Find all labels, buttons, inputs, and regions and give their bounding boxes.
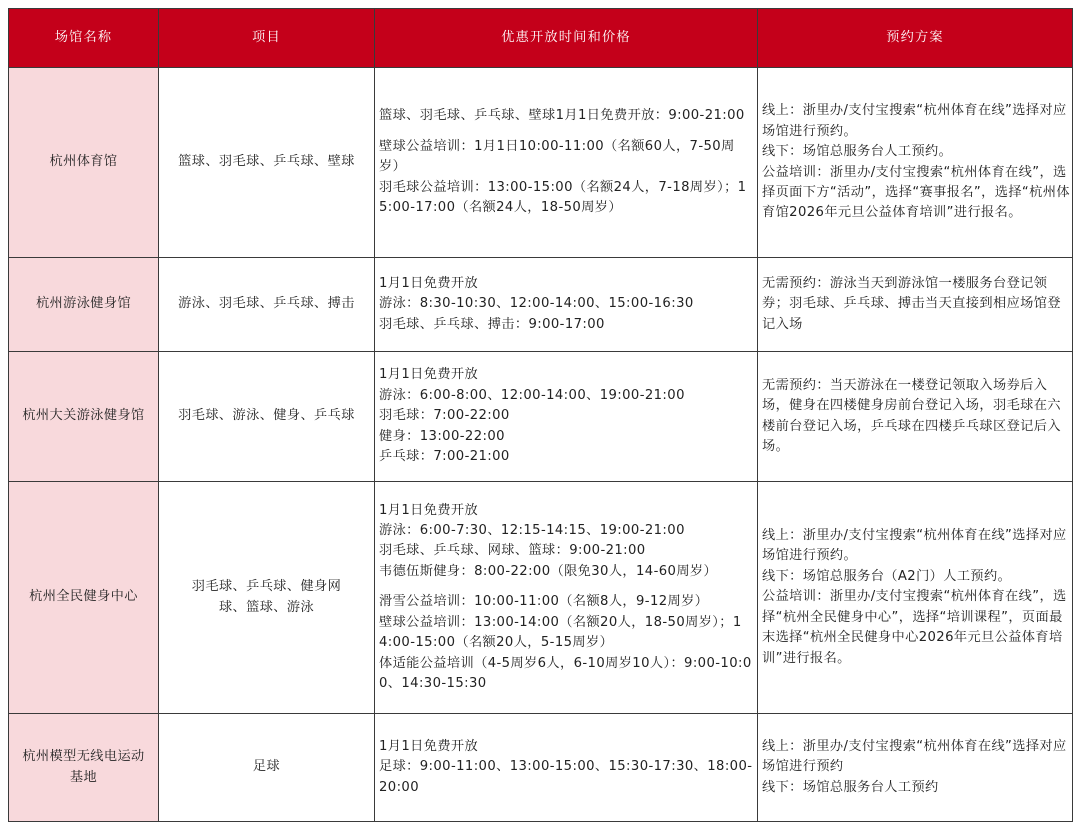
venue-items: 篮球、羽毛球、乒乓球、壁球 <box>159 68 375 258</box>
time-line: 壁球公益培训：1月1日10:00-11:00（名额60人，7-50周岁） <box>379 138 735 175</box>
time-line: 游泳：6:00-7:30、12:15-14:15、19:00-21:00 <box>379 523 685 539</box>
table-row <box>9 258 1073 352</box>
header-items: 项目 <box>159 9 375 68</box>
time-line: 韦德伍斯健身：8:00-22:00（限免30人，14-60周岁） <box>379 563 718 579</box>
header-booking: 预约方案 <box>758 9 1073 68</box>
time-line: 滑雪公益培训：10:00-11:00（名额8人，9-12周岁） <box>379 594 709 610</box>
plan-line: 线下：场馆总服务台（A2门）人工预约。 <box>762 568 1012 584</box>
venue-items: 羽毛球、乒乓球、健身网球、篮球、游泳 <box>159 482 375 714</box>
time-line: 篮球、羽毛球、乒乓球、壁球1月1日免费开放：9:00-21:00 <box>379 108 745 124</box>
time-line: 羽毛球公益培训：13:00-15:00（名额24人，7-18周岁）；15:00-17:00（名额24人，18-50周岁） <box>379 179 747 216</box>
plan-line: 线下：场馆总服务台人工预约 <box>762 779 939 795</box>
plan-line: 无需预约：游泳当天到游泳馆一楼服务台登记领券；羽毛球、乒乓球、搏击当天直接到相应场馆登记入场 <box>762 275 1061 332</box>
time-line: 羽毛球、乒乓球、网球、篮球：9:00-21:00 <box>379 543 646 559</box>
plan-line: 线上：浙里办/支付宝搜索“杭州体育在线”选择对应场馆进行预约。 <box>762 103 1067 139</box>
venue-booking <box>758 68 1073 258</box>
time-line: 1月1日免费开放 <box>379 738 479 754</box>
venue-name: 杭州大关游泳健身馆 <box>9 352 159 482</box>
table-row <box>9 68 1073 258</box>
time-line: 羽毛球、乒乓球、搏击：9:00-17:00 <box>379 316 605 332</box>
plan-line: 线上：浙里办/支付宝搜索“杭州体育在线”选择对应场馆进行预约 <box>762 738 1067 775</box>
venue-name: 杭州体育馆 <box>9 68 159 258</box>
table-row <box>9 714 1073 822</box>
time-line: 健身：13:00-22:00 <box>379 428 505 444</box>
venue-table-container <box>8 8 1072 822</box>
plan-line: 无需预约：当天游泳在一楼登记领取入场券后入场，健身在四楼健身房前台登记入场，羽毛球在六楼前台登记入场，乒乓球在四楼乒乓球区登记后入场。 <box>762 377 1061 454</box>
time-line: 1月1日免费开放 <box>379 275 479 291</box>
plan-line: 线下：场馆总服务台人工预约。 <box>762 144 953 160</box>
venue-schedule-table <box>8 8 1073 822</box>
time-line: 羽毛球：7:00-22:00 <box>379 408 510 424</box>
venue-name: 杭州游泳健身馆 <box>9 258 159 352</box>
time-line: 体适能公益培训（4-5周岁6人，6-10周岁10人）：9:00-10:00、14:30-15:30 <box>379 655 752 691</box>
venue-items: 足球 <box>159 714 375 822</box>
venue-items: 游泳、羽毛球、乒乓球、搏击 <box>159 258 375 352</box>
time-line: 游泳：8:30-10:30、12:00-14:00、15:00-16:30 <box>379 296 694 312</box>
venue-name: 杭州模型无线电运动基地 <box>9 714 159 822</box>
plan-line: 线上：浙里办/支付宝搜索“杭州体育在线”选择对应场馆进行预约。 <box>762 528 1067 564</box>
venue-time <box>375 258 758 352</box>
venue-booking <box>758 482 1073 714</box>
venue-name: 杭州全民健身中心 <box>9 482 159 714</box>
venue-time <box>375 68 758 258</box>
time-line: 1月1日免费开放 <box>379 502 479 518</box>
time-line: 足球：9:00-11:00、13:00-15:00、15:30-17:30、18:00-20:00 <box>379 759 753 795</box>
venue-time <box>375 352 758 482</box>
time-line: 壁球公益培训：13:00-14:00（名额20人，18-50周岁）；14:00-15:00（名额20人，5-15周岁） <box>379 614 742 651</box>
time-line: 1月1日免费开放 <box>379 367 479 383</box>
table-header-row <box>9 9 1073 68</box>
venue-booking <box>758 352 1073 482</box>
time-line: 游泳：6:00-8:00、12:00-14:00、19:00-21:00 <box>379 387 685 403</box>
header-venue: 场馆名称 <box>9 9 159 68</box>
venue-booking <box>758 258 1073 352</box>
time-line: 乒乓球：7:00-21:00 <box>379 449 510 465</box>
venue-booking <box>758 714 1073 822</box>
venue-time <box>375 714 758 822</box>
venue-items: 羽毛球、游泳、健身、乒乓球 <box>159 352 375 482</box>
venue-time <box>375 482 758 714</box>
plan-line: 公益培训：浙里办/支付宝搜索“杭州体育在线”，选择“杭州全民健身中心”，选择“培训课程”，页面最末选择“杭州全民健身中心2026年元旦公益体育培训”进行报名。 <box>762 589 1067 666</box>
table-row <box>9 352 1073 482</box>
table-row <box>9 482 1073 714</box>
header-time-price: 优惠开放时间和价格 <box>375 9 758 68</box>
plan-line: 公益培训：浙里办/支付宝搜索“杭州体育在线”，选择页面下方“活动”，选择“赛事报名”，选择“杭州体育馆2026年元旦公益体育培训”进行报名。 <box>762 164 1070 221</box>
